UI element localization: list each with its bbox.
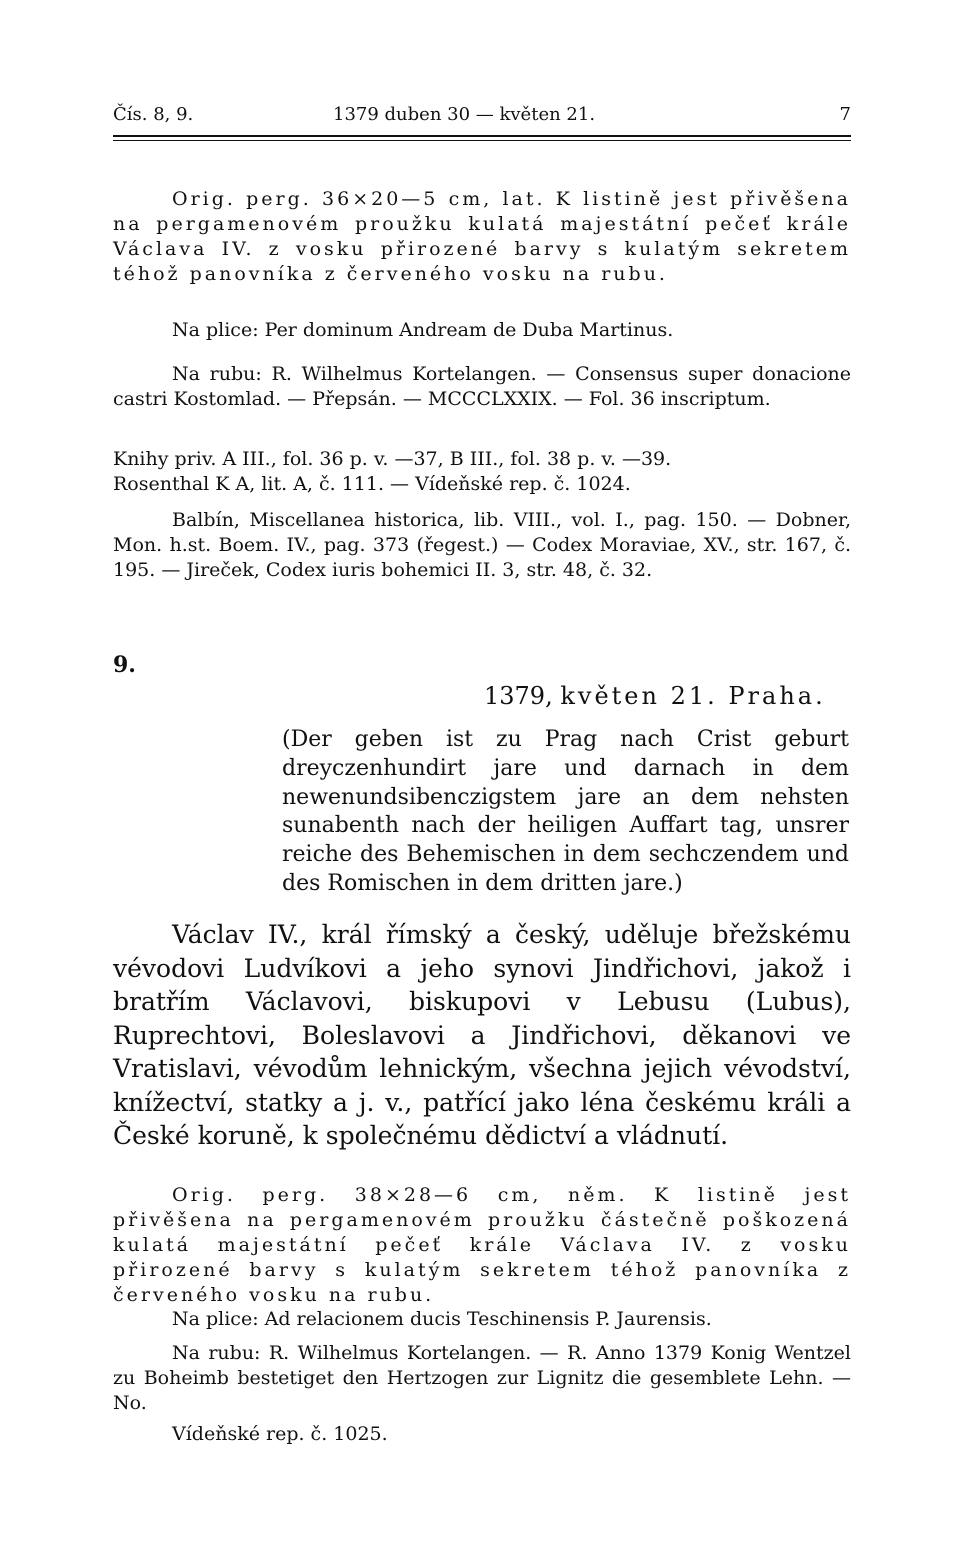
doc9-rubu: Na rubu: R. Wilhelmus Kortelangen. — R. Anno 1379 Konig Wentzel zu Boheimb bestetiget den Hertzogen zur Lignitz die gesemblete Lehn. — No.	[113, 1342, 851, 1414]
running-header	[113, 100, 851, 130]
doc9-orig-text: 38×28—6 cm, něm. K listině jest přivěšena na pergamenovém proužku částečně poškozená kulatá majestátní pečeť krále Václava IV. z vosku přirozené barvy s kulatým sekretem téhož panovníka z červeného vosku na rubu.	[113, 1184, 851, 1306]
doc9-german: (Der geben ist zu Prag nach Crist geburt dreyczenhundirt jare und darnach in dem newenundsibenczigstem jare an dem nehsten sunabenth nach der heiligen Auffart tag, unsrer reiche des Behemischen in dem sechczendem und des Romischen in dem dritten jare.)	[282, 727, 849, 896]
header-document-numbers: Čís. 8, 9.	[113, 104, 194, 125]
doc8-rosenthal: Rosenthal K A, lit. A, č. 111. — Vídeňské rep. č. 1024.	[113, 473, 631, 495]
doc8-orig-text: 36×20—5 cm, lat. K listině jest přivěšena na pergamenovém proužku kulatá majestátní pečeť krále Václava IV. z vosku přirozené barvy s kulatým sekretem téhož panovníka z červeného vosku na rubu.	[113, 188, 851, 285]
doc9-plica-note	[113, 1307, 851, 1332]
doc8-registers	[113, 447, 851, 497]
doc8-orig-lead: Orig. perg.	[172, 188, 312, 210]
doc8-plica-note	[113, 318, 851, 343]
header-rule-bottom	[113, 140, 851, 141]
doc8-plica: Na plice: Per dominum Andream de Duba Martinus.	[172, 319, 674, 341]
doc8-dorsal-note	[113, 362, 851, 412]
doc8-rubu: Na rubu: R. Wilhelmus Kortelangen. — Consensus super donacione castri Kostomlad. — Přepsán. — MCCCLXXIX. — Fol. 36 inscriptum.	[113, 363, 851, 410]
doc8-original-description	[113, 187, 851, 287]
doc9-plica: Na plice: Ad relacionem ducis Teschinensis P. Jaurensis.	[172, 1308, 712, 1330]
doc9-regest-text: Václav IV., král římský a český, uděluje břežskému vévodovi Ludvíkovi a jeho synovi Jindřichovi, jakož i bratřím Václavovi, biskupovi v Lebusu (Lubus), Ruprechtovi, Boleslavovi a Jindřichovi, děkanovi ve Vratislavi, vévodům lehnickým, všechna jejich vévodství, knížectví, statky a j. v., patřící jako léna českému králi a České koruně, k společnému dědictví a vládnutí.	[113, 920, 851, 1150]
doc9-dating-clause	[282, 726, 849, 899]
doc9-dorsal-note	[113, 1341, 851, 1416]
doc9-date-year: 1379,	[484, 682, 553, 710]
doc9-date-rest: květen 21. Praha.	[560, 682, 826, 710]
page-number: 7	[839, 104, 851, 125]
doc9-regest	[113, 918, 851, 1153]
doc8-biblio: Balbín, Miscellanea historica, lib. VIII., vol. I., pag. 150. — Dobner, Mon. h.st. Boem. IV., pag. 373 (řegest.) — Codex Moraviae, XV., str. 167, č. 195. — Jireček, Codex iuris bohemici II. 3, str. 48, č. 32.	[113, 509, 851, 581]
doc9-rep: Vídeňské rep. č. 1025.	[172, 1423, 388, 1445]
doc9-dateline	[484, 680, 826, 712]
header-rule-top	[113, 135, 851, 137]
doc9-number: 9.	[113, 652, 136, 678]
doc8-bibliography	[113, 508, 851, 583]
doc8-knihy: Knihy priv. A III., fol. 36 p. v. —37, B III., fol. 38 p. v. —39.	[113, 448, 672, 470]
header-date-range: 1379 duben 30 — květen 21.	[333, 104, 596, 125]
doc9-original-description	[113, 1183, 851, 1308]
doc9-repertory	[113, 1422, 851, 1447]
doc9-orig-lead: Orig. perg.	[172, 1184, 329, 1206]
